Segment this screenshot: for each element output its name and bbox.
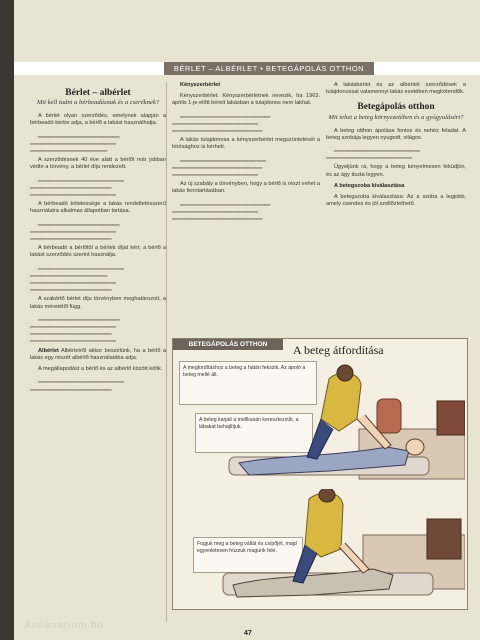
paragraph-filler: ▁▁▁▁▁▁▁▁▁▁▁▁▁▁▁▁▁▁▁▁▁ ▁▁▁▁▁▁▁▁▁▁▁▁▁▁▁▁▁▁▁▁ ▁▁▁▁▁▁▁▁▁▁▁▁▁▁▁▁▁▁▁▁▁ (172, 111, 271, 133)
watermark: Antikvarium.hu (24, 620, 104, 631)
inline-label: Kényszerbérlet (180, 82, 221, 88)
article-subtitle: Mit tehet a beteg környezetében és a gyógyulásért? (328, 113, 464, 121)
paragraph: A bérlet olyan szerződés, amelynek alapján a bérbeadó bérbe adja, a bérlő a lakást használhatja. (30, 113, 166, 127)
paragraph-filler: ▁▁▁▁▁▁▁▁▁▁▁▁▁▁▁▁▁▁▁▁ ▁▁▁▁▁▁▁▁▁▁▁▁▁▁▁▁▁▁▁▁▁ ▁▁▁▁▁▁▁▁▁▁▁▁▁▁▁▁▁▁▁▁ (172, 155, 267, 177)
paragraph-filler: ▁▁▁▁▁▁▁▁▁▁▁▁▁▁▁▁▁▁▁▁ ▁▁▁▁▁▁▁▁▁▁▁▁▁▁▁▁▁▁▁ ▁▁▁▁▁▁▁▁▁▁▁▁▁▁▁▁▁▁▁▁ (30, 175, 125, 197)
inline-label: Albérlet (38, 347, 59, 354)
box-title: A beteg átfordítása (293, 343, 384, 357)
instruction-note-2: A beteg karjait a mellkasán keresztezzük, a lábakat behajlítjuk. (195, 413, 313, 453)
paragraph: A bérbeadó a bérlőtől a bérleti díjat kéri; a bérlő a lakást szerződés szerint használja. (30, 245, 166, 259)
paragraph: A bérbeadó kötelessége a lakás rendeltetésszerű használatra alkalmas állapotban tartása. (30, 201, 166, 215)
illustration-turning-step-1 (209, 359, 465, 489)
article-kényszerbérlet (172, 82, 320, 225)
inline-text: Albérletről akkor beszélünk, ha a bérlő a lakás egy részét albérlő használatába adja. (30, 347, 167, 361)
inline-label: A betegszoba kiválasztása (334, 182, 405, 189)
article-title: Bérlet – albérlet (65, 88, 131, 98)
paragraph: Kényszerbérlet: Kényszerbérletnek nevezik, ha 1963. április 1-je előtt bérelt lakásban a tulajdonos nem lakhat. (172, 93, 320, 107)
article-title: Betegápolás otthon (357, 102, 435, 113)
running-header-text: BÉRLET – ALBÉRLET • BETEGÁPOLÁS OTTHON (164, 62, 374, 75)
paragraph: A beteg otthon ápolása fontos és nehéz feladat. A beteg szobája legyen nyugodt, világos. (326, 127, 466, 141)
paragraph-betegszoba (326, 183, 466, 190)
paragraph: A szakértő bérlet díja törvényben meghatározott, a lakás méretétől függ. (30, 296, 166, 310)
paragraph-filler: ▁▁▁▁▁▁▁▁▁▁▁▁▁▁▁▁▁▁▁ ▁▁▁▁▁▁▁▁▁▁▁▁▁▁▁▁▁▁▁▁ ▁▁▁▁▁▁▁▁▁▁▁▁▁▁▁▁▁▁ (30, 131, 120, 153)
paragraph-filler: ▁▁▁▁▁▁▁▁▁▁▁▁▁▁▁▁▁▁▁ ▁▁▁▁▁▁▁▁▁▁▁▁▁▁▁▁▁▁▁▁ ▁▁▁▁▁▁▁▁▁▁▁▁▁▁▁▁▁▁▁ ▁▁▁▁▁▁▁▁▁▁▁▁▁▁▁▁▁▁▁▁ (30, 314, 120, 343)
paragraph: A szerződésnek 40 éve alatt a bérlőt már jobban védte a törvény, a bérlet díja rendezett. (30, 157, 166, 171)
paragraph: Ügyeljünk rá, hogy a beteg kényelmesen feküdjön, és az ágy tiszta legyen. (326, 164, 466, 178)
paragraph: A betegszoba kiválasztása: Az a szoba a legjobb, amely csendes és jól szellőztethető. (326, 194, 466, 208)
instruction-note-1: A megfordításhoz a beteg a hátán fekszik. Az ápoló a beteg mellé áll. (179, 361, 317, 405)
paragraph-filler: ▁▁▁▁▁▁▁▁▁▁▁▁▁▁▁▁▁▁▁▁ ▁▁▁▁▁▁▁▁▁▁▁▁▁▁▁▁▁▁▁▁ (326, 146, 421, 160)
illustration-box (172, 338, 468, 610)
article-bérlet (30, 82, 167, 622)
article-betegápolás (326, 82, 466, 212)
paragraph (172, 82, 320, 89)
paragraph-filler: ▁▁▁▁▁▁▁▁▁▁▁▁▁▁▁▁▁▁▁▁ ▁▁▁▁▁▁▁▁▁▁▁▁▁▁▁▁▁▁▁ (30, 377, 125, 391)
paragraph-filler: ▁▁▁▁▁▁▁▁▁▁▁▁▁▁▁▁▁▁▁ ▁▁▁▁▁▁▁▁▁▁▁▁▁▁▁▁▁▁▁▁ ▁▁▁▁▁▁▁▁▁▁▁▁▁▁▁▁▁▁▁ (30, 219, 120, 241)
book-page (14, 0, 480, 640)
running-header (14, 62, 480, 75)
paragraph: Az új szabály a törvényben, hogy a bérlő is részt vehet a lakás fenntartásában. (172, 181, 320, 195)
page-number: 47 (244, 630, 252, 637)
paragraph: A lakásbérlet és az albérleti szerződések a tulajdonossal valamennyi lakás esetében megkötendők. (326, 82, 466, 96)
paragraph-albérlet (30, 348, 166, 362)
paragraph-filler: ▁▁▁▁▁▁▁▁▁▁▁▁▁▁▁▁▁▁▁▁ ▁▁▁▁▁▁▁▁▁▁▁▁▁▁▁▁▁▁ ▁▁▁▁▁▁▁▁▁▁▁▁▁▁▁▁▁▁▁▁ ▁▁▁▁▁▁▁▁▁▁▁▁▁▁▁▁▁▁▁ (30, 263, 125, 292)
article-subtitle: Mit kell tudni a bérbeadásnak és a cseréknek? (36, 99, 160, 107)
paragraph: A megállapodást a bérlő és az albérlő között kötik. (38, 366, 163, 373)
paragraph: A lakás tulajdonosa a kényszerbérlet megszüntetését a bírósághoz is kérheti. (172, 137, 320, 151)
illustration-turning-step-2 (213, 489, 465, 607)
instruction-note-3: Fogjuk meg a beteg vállát és csípőjét, majd egyenletesen húzzuk magunk felé. (193, 537, 303, 573)
paragraph-filler: ▁▁▁▁▁▁▁▁▁▁▁▁▁▁▁▁▁▁▁▁▁ ▁▁▁▁▁▁▁▁▁▁▁▁▁▁▁▁▁▁▁▁ ▁▁▁▁▁▁▁▁▁▁▁▁▁▁▁▁▁▁▁▁▁ (172, 199, 271, 221)
box-tab: BETEGÁPOLÁS OTTHON (173, 339, 283, 350)
